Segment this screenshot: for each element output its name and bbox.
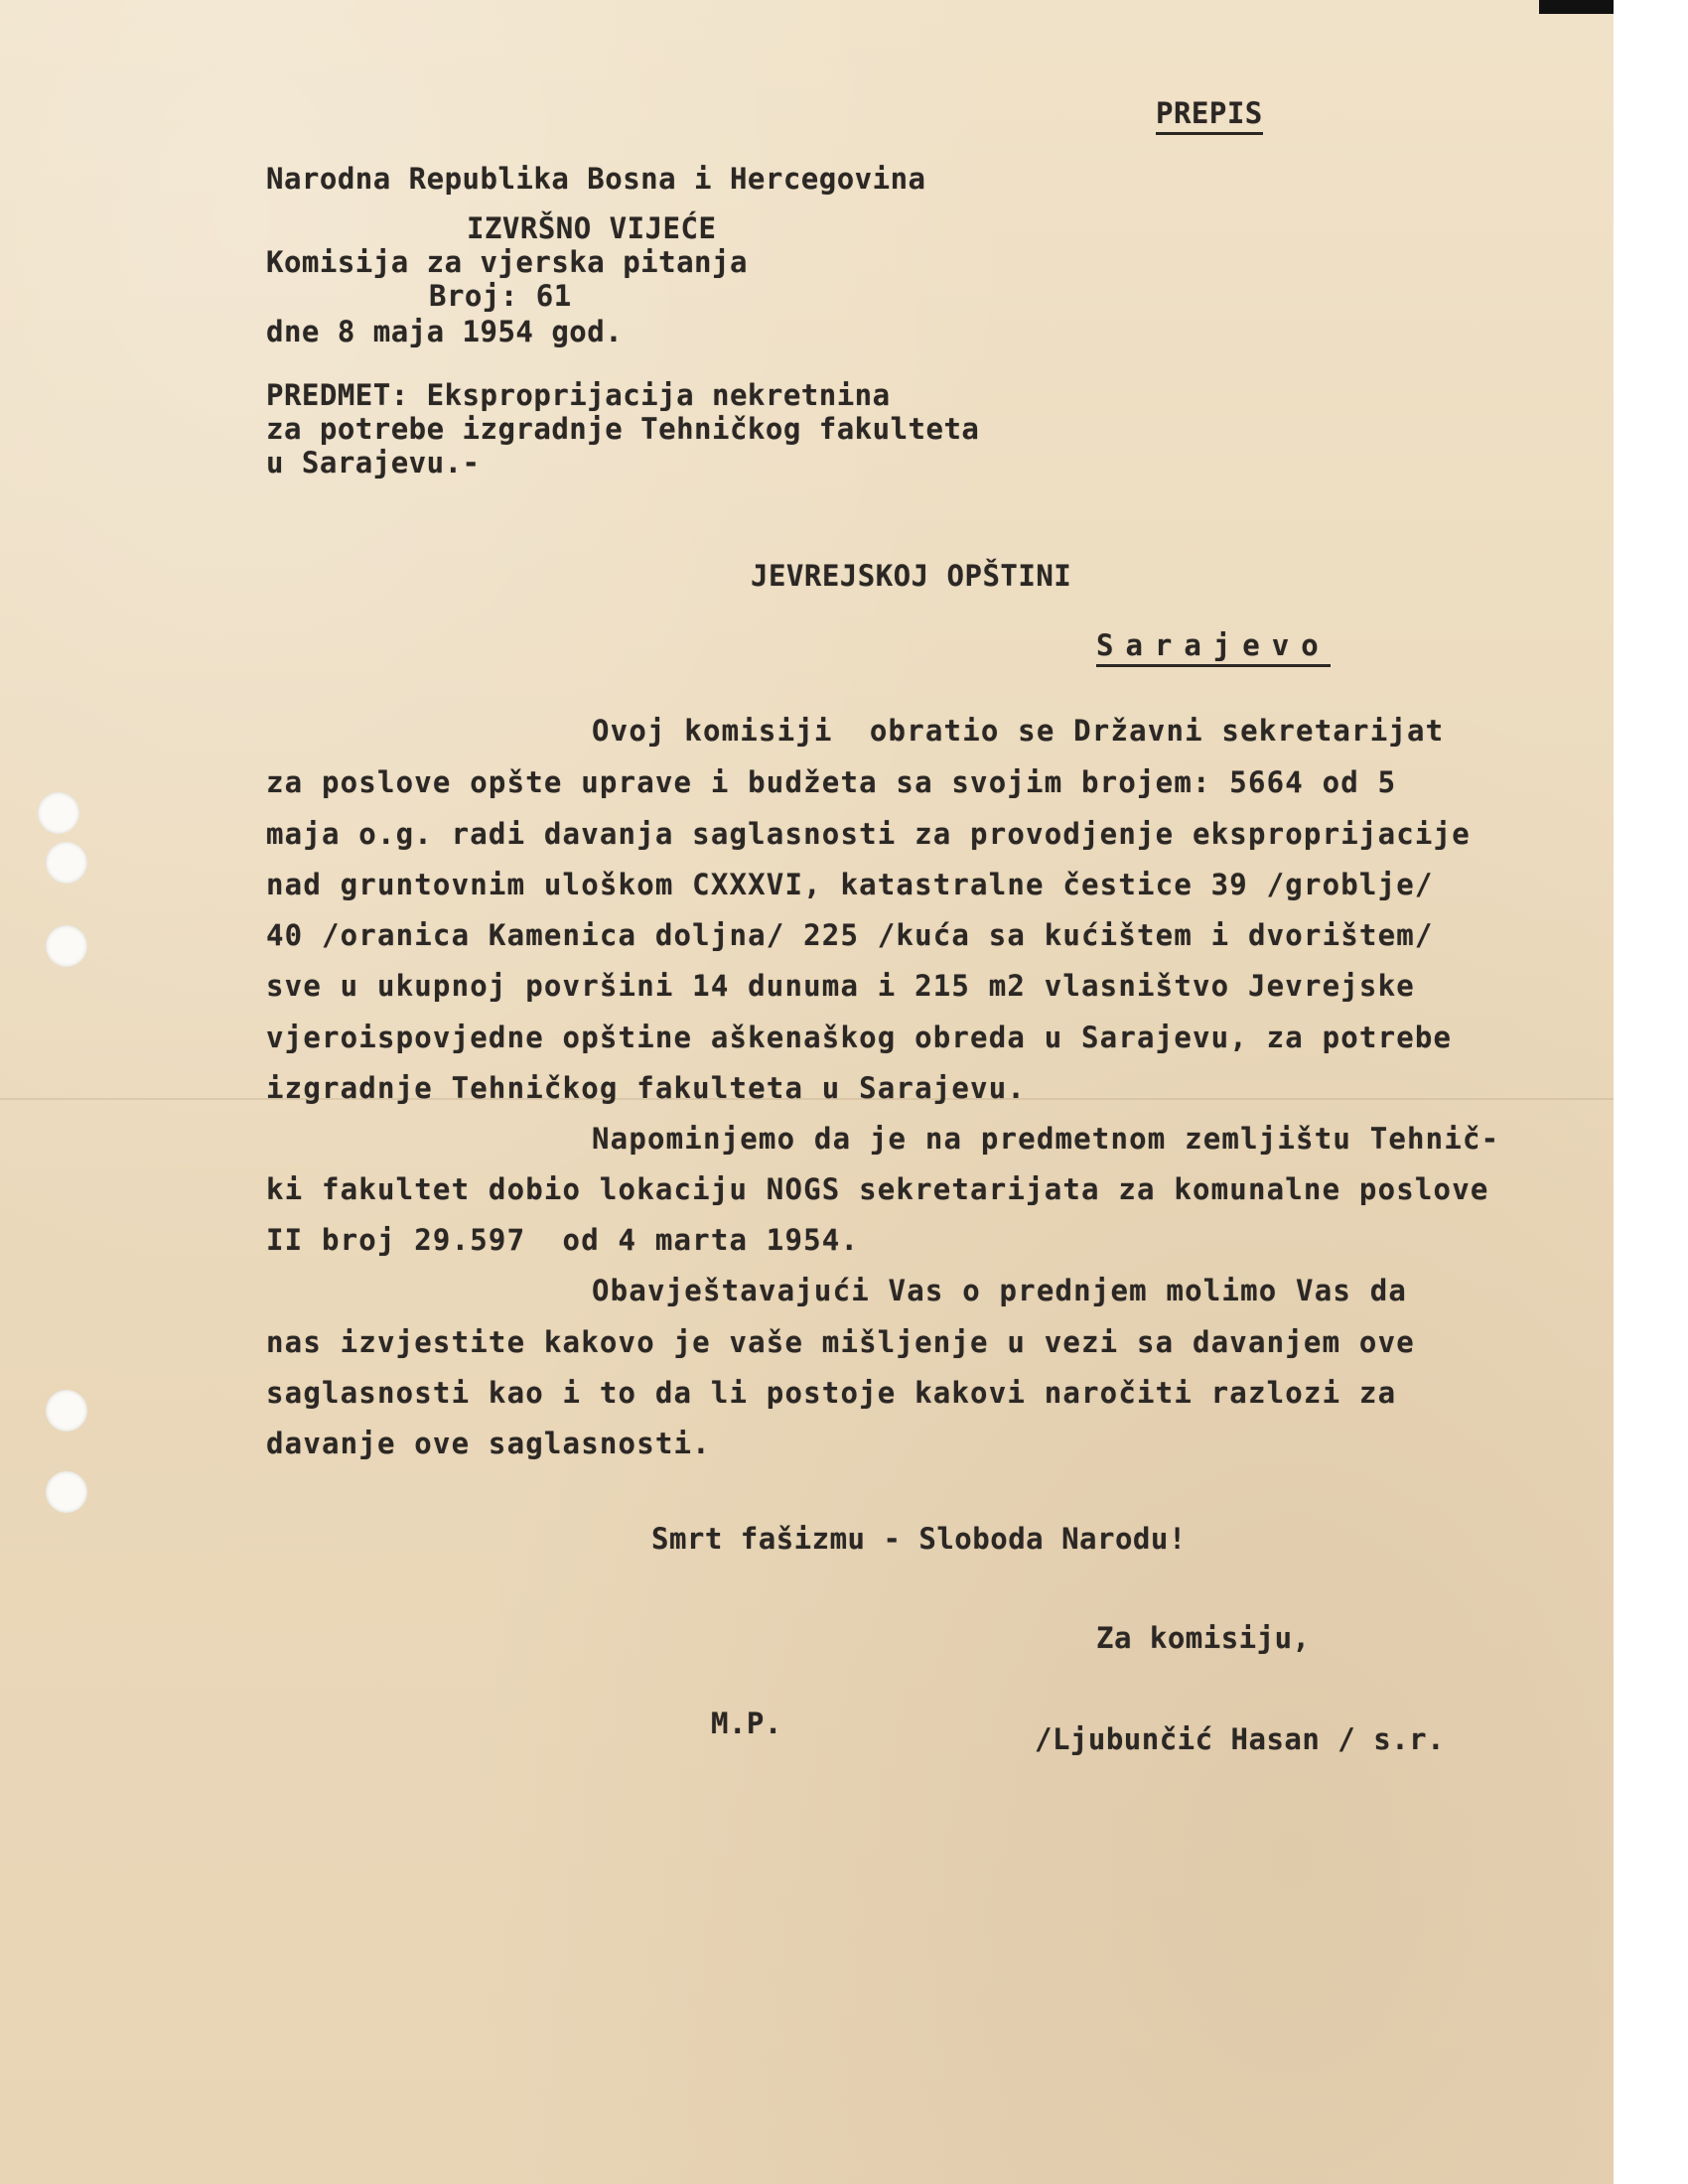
punch-hole [46, 1471, 87, 1513]
body-p2-line: ki fakultet dobio lokaciju NOGS sekretarijata za komunalne poslove [266, 1172, 1489, 1206]
body-p1-line: izgradnje Tehničkog fakulteta u Sarajevu. [266, 1071, 1027, 1105]
body-p3-line: Obavještavajući Vas o prednjem molimo Vas da [592, 1274, 1408, 1307]
body-p2-line: II broj 29.597 od 4 marta 1954. [266, 1223, 860, 1257]
body-p3-line: nas izvjestite kakovo je vaše mišljenje u vezi sa davanjem ove [266, 1325, 1415, 1359]
scan-corner-mark [1539, 0, 1614, 14]
sender-commission: Komisija za vjerska pitanja [266, 245, 748, 279]
signature-caption: Za komisiju, [1096, 1621, 1311, 1655]
punch-hole [46, 925, 87, 967]
signature-name: /Ljubunčić Hasan / s.r. [1035, 1722, 1446, 1756]
punch-hole [46, 1390, 87, 1432]
seal-mark: M.P. [711, 1706, 782, 1740]
body-p1-line: vjeroispovjedne opštine aškenaškog obreda u Sarajevu, za potrebe [266, 1021, 1453, 1054]
document-date: dne 8 maja 1954 god. [266, 315, 624, 348]
subject-line-1: PREDMET: Eksproprijacija nekretnina [266, 378, 891, 412]
recipient-city: Sarajevo [1096, 631, 1331, 667]
sender-republic: Narodna Republika Bosna i Hercegovina [266, 162, 926, 196]
body-p2-line: Napominjemo da je na predmetnom zemljištu Tehnič- [592, 1122, 1500, 1156]
recipient-name: JEVREJSKOJ OPŠTINI [751, 559, 1072, 593]
body-p1-line: maja o.g. radi davanja saglasnosti za provodjenje eksproprijacije [266, 817, 1471, 851]
body-p1-line: za poslove opšte uprave i budžeta sa svojim brojem: 5664 od 5 [266, 765, 1397, 799]
body-p1-line: sve u ukupnoj površini 14 dunuma i 215 m2 vlasništvo Jevrejske [266, 969, 1415, 1003]
punch-hole [38, 792, 79, 834]
subject-line-2: za potrebe izgradnje Tehničkog fakulteta [266, 412, 980, 446]
document-number: Broj: 61 [429, 279, 572, 313]
copy-mark: PREPIS [1156, 99, 1263, 135]
subject-line-3: u Sarajevu.- [266, 446, 481, 479]
body-p3-line: saglasnosti kao i to da li postoje kakovi naročiti razlozi za [266, 1376, 1397, 1410]
body-p3-line: davanje ove saglasnosti. [266, 1427, 711, 1460]
body-p1-line: 40 /oranica Kamenica doljna/ 225 /kuća sa kućištem i dvorištem/ [266, 918, 1434, 952]
closing-slogan: Smrt fašizmu - Sloboda Narodu! [651, 1522, 1187, 1556]
punch-hole [46, 842, 87, 884]
sender-council: IZVRŠNO VIJEĆE [467, 211, 717, 245]
body-p1-line: Ovoj komisiji obratio se Državni sekretarijat [592, 714, 1445, 748]
body-p1-line: nad gruntovnim uloškom CXXXVI, katastralne čestice 39 /groblje/ [266, 868, 1434, 901]
